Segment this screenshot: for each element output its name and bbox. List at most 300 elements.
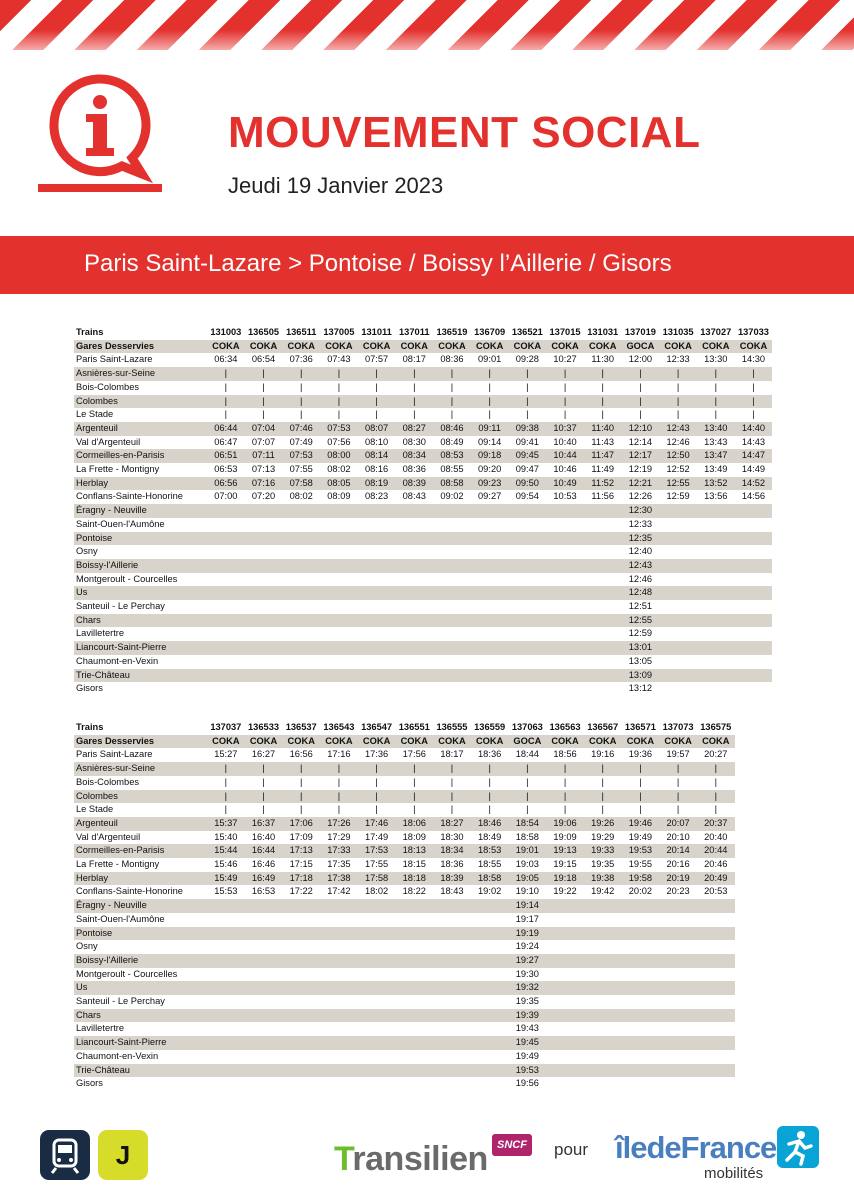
time-cell bbox=[282, 682, 320, 696]
time-cell bbox=[207, 1064, 245, 1078]
time-cell bbox=[207, 600, 245, 614]
station-name: Pontoise bbox=[74, 927, 207, 941]
time-cell: 09:28 bbox=[515, 354, 539, 365]
time-cell bbox=[433, 927, 471, 941]
time-cell bbox=[546, 940, 584, 954]
time-cell: | bbox=[245, 790, 283, 804]
time-cell bbox=[622, 981, 660, 995]
time-cell bbox=[697, 641, 735, 655]
time-cell: COKA bbox=[395, 735, 433, 749]
table-row bbox=[74, 627, 772, 641]
time-cell: COKA bbox=[282, 340, 320, 354]
time-cell bbox=[245, 641, 283, 655]
time-cell bbox=[358, 1036, 396, 1050]
time-cell: 19:38 bbox=[584, 872, 622, 886]
time-cell bbox=[697, 1022, 735, 1036]
time-cell bbox=[395, 586, 433, 600]
time-cell: 18:30 bbox=[440, 831, 464, 842]
line-j-icon: J bbox=[98, 1130, 148, 1180]
time-cell: | bbox=[659, 367, 697, 381]
time-cell: 19:17 bbox=[515, 913, 539, 924]
station-name: Le Stade bbox=[76, 409, 114, 420]
time-cell: GOCA bbox=[509, 735, 547, 749]
time-cell bbox=[433, 968, 471, 982]
time-cell bbox=[622, 1022, 660, 1036]
table-row bbox=[74, 1050, 735, 1064]
time-cell bbox=[584, 981, 622, 995]
time-cell bbox=[433, 682, 471, 696]
time-cell bbox=[433, 586, 471, 600]
time-cell: 19:13 bbox=[546, 844, 584, 858]
time-cell bbox=[433, 995, 471, 1009]
time-cell: | bbox=[697, 762, 735, 776]
timetable-1 bbox=[74, 326, 772, 696]
time-cell: 08:10 bbox=[364, 436, 389, 447]
time-cell: 14:43 bbox=[741, 436, 766, 447]
time-cell: 13:52 bbox=[697, 477, 735, 491]
time-cell bbox=[659, 532, 697, 546]
time-cell: 19:18 bbox=[546, 872, 584, 886]
time-cell: 12:55 bbox=[659, 477, 697, 491]
time-cell: | bbox=[752, 381, 755, 392]
station-name: Asnières-sur-Seine bbox=[74, 762, 207, 776]
time-cell bbox=[395, 573, 433, 587]
time-cell: 09:50 bbox=[509, 477, 547, 491]
time-cell bbox=[395, 518, 433, 532]
time-cell: 12:33 bbox=[628, 518, 653, 529]
time-cell: 19:02 bbox=[478, 886, 502, 897]
station-name: Cormeilles-en-Parisis bbox=[74, 844, 207, 858]
time-cell: | bbox=[563, 409, 567, 420]
time-cell bbox=[471, 1077, 509, 1091]
time-cell: 17:15 bbox=[289, 859, 313, 870]
time-cell: 11:56 bbox=[591, 491, 614, 502]
time-cell bbox=[546, 614, 584, 628]
time-cell bbox=[358, 1077, 396, 1091]
time-cell: | bbox=[584, 367, 622, 381]
time-cell bbox=[358, 1009, 396, 1023]
time-cell: | bbox=[224, 804, 228, 815]
time-cell: 20:10 bbox=[666, 831, 690, 842]
time-cell bbox=[320, 1050, 358, 1064]
time-cell bbox=[207, 669, 245, 683]
station-name: Chaumont-en-Vexin bbox=[76, 1050, 159, 1061]
time-cell bbox=[282, 1077, 320, 1091]
table-row bbox=[74, 1077, 735, 1091]
time-cell bbox=[659, 1077, 697, 1091]
station-name: Liancourt-Saint-Pierre bbox=[74, 1036, 207, 1050]
time-cell: 17:26 bbox=[320, 817, 358, 831]
table-row bbox=[74, 614, 772, 628]
time-cell bbox=[358, 1050, 396, 1064]
time-cell bbox=[282, 586, 320, 600]
time-cell bbox=[584, 1077, 622, 1091]
time-cell: 19:35 bbox=[591, 859, 615, 870]
table-row bbox=[74, 790, 735, 804]
time-cell: 15:27 bbox=[214, 749, 238, 760]
time-cell bbox=[207, 655, 245, 669]
station-name: Cormeilles-en-Parisis bbox=[74, 449, 207, 463]
time-cell bbox=[358, 968, 396, 982]
time-cell: 19:09 bbox=[553, 831, 577, 842]
time-cell: | bbox=[639, 804, 642, 815]
time-cell: 14:49 bbox=[741, 464, 766, 475]
codes-header-row bbox=[74, 340, 772, 354]
time-cell: | bbox=[358, 395, 396, 409]
table-row bbox=[74, 844, 735, 858]
time-cell: 12:40 bbox=[628, 546, 653, 557]
time-cell bbox=[320, 1077, 358, 1091]
time-cell: 14:56 bbox=[741, 491, 766, 502]
time-cell: COKA bbox=[358, 340, 396, 354]
table-row bbox=[74, 913, 735, 927]
time-cell bbox=[735, 545, 773, 559]
time-cell: 16:37 bbox=[245, 817, 283, 831]
time-cell bbox=[546, 1009, 584, 1023]
time-cell bbox=[207, 1036, 245, 1050]
time-cell bbox=[433, 1022, 471, 1036]
time-cell: 136575 bbox=[700, 722, 732, 732]
time-cell bbox=[471, 600, 509, 614]
time-cell bbox=[282, 518, 320, 532]
station-name: Us bbox=[74, 981, 207, 995]
time-cell: 12:59 bbox=[628, 628, 653, 639]
station-name: Montgeroult - Courcelles bbox=[76, 968, 178, 979]
time-cell: 10:46 bbox=[553, 464, 577, 475]
time-cell: 11:43 bbox=[591, 436, 614, 447]
station-name: Paris Saint-Lazare bbox=[76, 749, 153, 760]
time-cell bbox=[471, 913, 509, 927]
time-cell: 19:49 bbox=[628, 831, 653, 842]
table-row bbox=[74, 968, 735, 982]
station-name: Montgeroult - Courcelles bbox=[76, 573, 178, 584]
time-cell: 06:51 bbox=[207, 449, 245, 463]
time-cell bbox=[207, 573, 245, 587]
time-cell: | bbox=[395, 762, 433, 776]
time-cell bbox=[659, 913, 697, 927]
time-cell: COKA bbox=[320, 735, 358, 749]
time-cell: 18:58 bbox=[515, 831, 539, 842]
time-cell bbox=[320, 968, 358, 982]
time-cell: 20:46 bbox=[704, 859, 728, 870]
pour-text: pour bbox=[554, 1140, 589, 1159]
time-cell: COKA bbox=[433, 735, 471, 749]
time-cell: GOCA bbox=[622, 340, 660, 354]
time-cell bbox=[697, 627, 735, 641]
time-cell: 137019 bbox=[624, 327, 656, 337]
time-cell bbox=[584, 1050, 622, 1064]
time-cell: | bbox=[337, 804, 341, 815]
time-cell: 20:40 bbox=[704, 831, 728, 842]
time-cell bbox=[282, 641, 320, 655]
time-cell: 12:14 bbox=[628, 436, 653, 447]
time-cell bbox=[546, 504, 584, 518]
time-cell: 18:39 bbox=[433, 872, 471, 886]
time-cell: 136709 bbox=[474, 327, 506, 337]
time-cell: | bbox=[395, 790, 433, 804]
time-cell: 20:14 bbox=[659, 844, 697, 858]
time-cell: COKA bbox=[584, 340, 622, 354]
table-row bbox=[74, 449, 772, 463]
time-cell bbox=[735, 614, 773, 628]
time-cell: 12:43 bbox=[659, 422, 697, 436]
time-cell: 19:03 bbox=[515, 859, 539, 870]
time-cell bbox=[546, 545, 584, 559]
time-cell bbox=[320, 532, 358, 546]
time-cell bbox=[509, 627, 547, 641]
time-cell: | bbox=[471, 762, 509, 776]
time-cell bbox=[584, 545, 622, 559]
time-cell: COKA bbox=[207, 340, 245, 354]
time-cell bbox=[509, 545, 547, 559]
time-cell: 18:09 bbox=[402, 831, 426, 842]
time-cell: 12:52 bbox=[666, 464, 690, 475]
time-cell: 07:57 bbox=[364, 354, 389, 365]
station-name: Liancourt-Saint-Pierre bbox=[74, 641, 207, 655]
time-cell: | bbox=[282, 395, 320, 409]
time-cell bbox=[320, 545, 358, 559]
time-cell bbox=[320, 927, 358, 941]
time-cell: | bbox=[320, 367, 358, 381]
time-cell: 10:53 bbox=[553, 491, 577, 502]
time-cell: 19:58 bbox=[622, 872, 660, 886]
time-cell bbox=[584, 1009, 622, 1023]
time-cell: COKA bbox=[697, 340, 735, 354]
time-cell bbox=[546, 573, 584, 587]
time-cell bbox=[584, 1064, 622, 1078]
time-cell: 16:40 bbox=[251, 831, 276, 842]
time-cell: 19:55 bbox=[628, 859, 653, 870]
time-cell: 19:43 bbox=[515, 1023, 539, 1034]
time-cell: 20:44 bbox=[697, 844, 735, 858]
time-cell bbox=[282, 968, 320, 982]
time-cell: 16:27 bbox=[251, 749, 276, 760]
time-cell: | bbox=[676, 409, 680, 420]
time-cell bbox=[395, 559, 433, 573]
time-cell bbox=[207, 1009, 245, 1023]
time-cell bbox=[735, 682, 773, 696]
time-cell: 19:30 bbox=[515, 968, 539, 979]
time-cell: | bbox=[433, 790, 471, 804]
time-cell bbox=[584, 1022, 622, 1036]
time-cell bbox=[245, 954, 283, 968]
time-cell: 18:15 bbox=[402, 859, 426, 870]
time-cell bbox=[433, 1009, 471, 1023]
time-cell bbox=[584, 669, 622, 683]
time-cell bbox=[207, 682, 245, 696]
time-cell bbox=[584, 573, 622, 587]
time-cell bbox=[245, 559, 283, 573]
time-cell bbox=[282, 1036, 320, 1050]
time-cell: 19:45 bbox=[509, 1036, 547, 1050]
time-cell: 131003 bbox=[210, 327, 242, 337]
time-cell: 10:40 bbox=[553, 436, 577, 447]
time-cell: | bbox=[526, 381, 529, 392]
time-cell: | bbox=[622, 790, 660, 804]
time-cell bbox=[546, 641, 584, 655]
time-cell: 11:30 bbox=[591, 354, 614, 365]
idf-mobilites-icon bbox=[777, 1126, 819, 1168]
time-cell: | bbox=[676, 381, 680, 392]
table-row bbox=[74, 776, 735, 790]
time-cell bbox=[509, 614, 547, 628]
time-cell: 07:36 bbox=[289, 354, 313, 365]
time-cell: | bbox=[714, 776, 717, 787]
time-cell: | bbox=[282, 790, 320, 804]
time-cell: | bbox=[622, 367, 660, 381]
station-name: Boissy-l'Aillerie bbox=[74, 559, 207, 573]
time-cell bbox=[358, 682, 396, 696]
time-cell bbox=[282, 573, 320, 587]
time-cell: 136563 bbox=[549, 722, 581, 732]
time-cell: | bbox=[526, 409, 529, 420]
time-cell: 09:47 bbox=[515, 464, 539, 475]
time-cell: | bbox=[300, 381, 303, 392]
table-row bbox=[74, 858, 735, 872]
table-row bbox=[74, 504, 772, 518]
time-cell: 08:34 bbox=[395, 449, 433, 463]
time-cell: | bbox=[526, 776, 529, 787]
time-cell: COKA bbox=[471, 340, 509, 354]
time-cell bbox=[546, 1050, 584, 1064]
time-cell: COKA bbox=[546, 340, 584, 354]
time-cell bbox=[320, 940, 358, 954]
time-cell bbox=[207, 1077, 245, 1091]
time-cell bbox=[433, 518, 471, 532]
time-cell bbox=[659, 899, 697, 913]
time-cell: 19:53 bbox=[622, 844, 660, 858]
time-cell bbox=[697, 573, 735, 587]
time-cell bbox=[395, 1036, 433, 1050]
time-cell: 08:58 bbox=[433, 477, 471, 491]
time-cell: | bbox=[488, 776, 491, 787]
time-cell: | bbox=[337, 409, 341, 420]
time-cell bbox=[433, 1064, 471, 1078]
time-cell bbox=[546, 1022, 584, 1036]
time-cell: | bbox=[262, 409, 265, 420]
time-cell: 15:37 bbox=[207, 817, 245, 831]
time-cell: 20:53 bbox=[704, 886, 728, 897]
time-cell bbox=[207, 545, 245, 559]
time-cell: COKA bbox=[245, 340, 283, 354]
time-cell bbox=[433, 641, 471, 655]
time-cell: 12:19 bbox=[628, 464, 653, 475]
time-cell bbox=[358, 559, 396, 573]
time-cell bbox=[245, 1036, 283, 1050]
time-cell bbox=[697, 954, 735, 968]
station-name: Trains bbox=[76, 722, 104, 732]
time-cell: | bbox=[262, 804, 265, 815]
time-cell bbox=[282, 940, 320, 954]
time-cell: | bbox=[282, 762, 320, 776]
time-cell: | bbox=[639, 409, 642, 420]
time-cell bbox=[584, 995, 622, 1009]
time-cell bbox=[433, 559, 471, 573]
time-cell: 08:27 bbox=[395, 422, 433, 436]
time-cell bbox=[358, 1064, 396, 1078]
time-cell: 137063 bbox=[511, 722, 543, 732]
station-name: Chaumont-en-Vexin bbox=[76, 655, 159, 666]
station-name: Le Stade bbox=[76, 804, 114, 815]
transilien-logo: Transilien bbox=[334, 1140, 488, 1178]
time-cell bbox=[622, 1064, 660, 1078]
time-cell bbox=[282, 927, 320, 941]
time-cell bbox=[659, 1050, 697, 1064]
time-cell bbox=[622, 913, 660, 927]
time-cell: | bbox=[526, 804, 529, 815]
time-cell: COKA bbox=[433, 340, 471, 354]
time-cell bbox=[622, 940, 660, 954]
time-cell bbox=[245, 1022, 283, 1036]
time-cell bbox=[471, 1064, 509, 1078]
time-cell bbox=[546, 954, 584, 968]
time-cell: 08:00 bbox=[320, 449, 358, 463]
time-cell: | bbox=[262, 776, 265, 787]
table-row bbox=[74, 367, 772, 381]
time-cell: 137037 bbox=[210, 722, 242, 732]
station-name: Herblay bbox=[74, 477, 207, 491]
time-cell bbox=[207, 968, 245, 982]
time-cell: | bbox=[471, 395, 509, 409]
time-cell bbox=[320, 600, 358, 614]
station-name: Boissy-l'Aillerie bbox=[74, 954, 207, 968]
time-cell bbox=[735, 559, 773, 573]
time-cell bbox=[735, 669, 773, 683]
time-cell bbox=[471, 1009, 509, 1023]
time-cell: 08:02 bbox=[289, 491, 313, 502]
time-cell: | bbox=[375, 409, 378, 420]
time-cell bbox=[659, 1036, 697, 1050]
time-cell bbox=[207, 1050, 245, 1064]
station-name: La Frette - Montigny bbox=[76, 464, 160, 475]
time-cell bbox=[584, 1036, 622, 1050]
time-cell: COKA bbox=[358, 735, 396, 749]
time-cell: 12:17 bbox=[622, 449, 660, 463]
time-cell: 17:09 bbox=[289, 831, 313, 842]
time-cell: | bbox=[714, 381, 717, 392]
time-cell bbox=[659, 954, 697, 968]
time-cell: 136519 bbox=[436, 327, 468, 337]
time-cell: | bbox=[375, 804, 378, 815]
time-cell bbox=[471, 682, 509, 696]
time-cell bbox=[395, 532, 433, 546]
time-cell: 20:07 bbox=[659, 817, 697, 831]
station-name: Bois-Colombes bbox=[76, 381, 140, 392]
time-cell bbox=[245, 1077, 283, 1091]
station-name: Chars bbox=[74, 1009, 207, 1023]
time-cell bbox=[207, 559, 245, 573]
time-cell bbox=[245, 532, 283, 546]
time-cell bbox=[282, 559, 320, 573]
time-cell: | bbox=[433, 367, 471, 381]
time-cell: 13:01 bbox=[622, 641, 660, 655]
time-cell bbox=[358, 669, 396, 683]
time-cell bbox=[584, 614, 622, 628]
time-cell bbox=[697, 504, 735, 518]
time-cell: 19:42 bbox=[591, 886, 615, 897]
time-cell: COKA bbox=[245, 735, 283, 749]
time-cell bbox=[471, 518, 509, 532]
time-cell: 17:33 bbox=[320, 844, 358, 858]
time-cell bbox=[358, 981, 396, 995]
time-cell: 09:20 bbox=[478, 464, 502, 475]
time-cell: 08:55 bbox=[440, 464, 464, 475]
time-cell bbox=[395, 682, 433, 696]
station-name: Colombes bbox=[74, 790, 207, 804]
stripes-fade bbox=[0, 0, 854, 50]
time-cell bbox=[584, 655, 622, 669]
time-cell: COKA bbox=[584, 735, 622, 749]
